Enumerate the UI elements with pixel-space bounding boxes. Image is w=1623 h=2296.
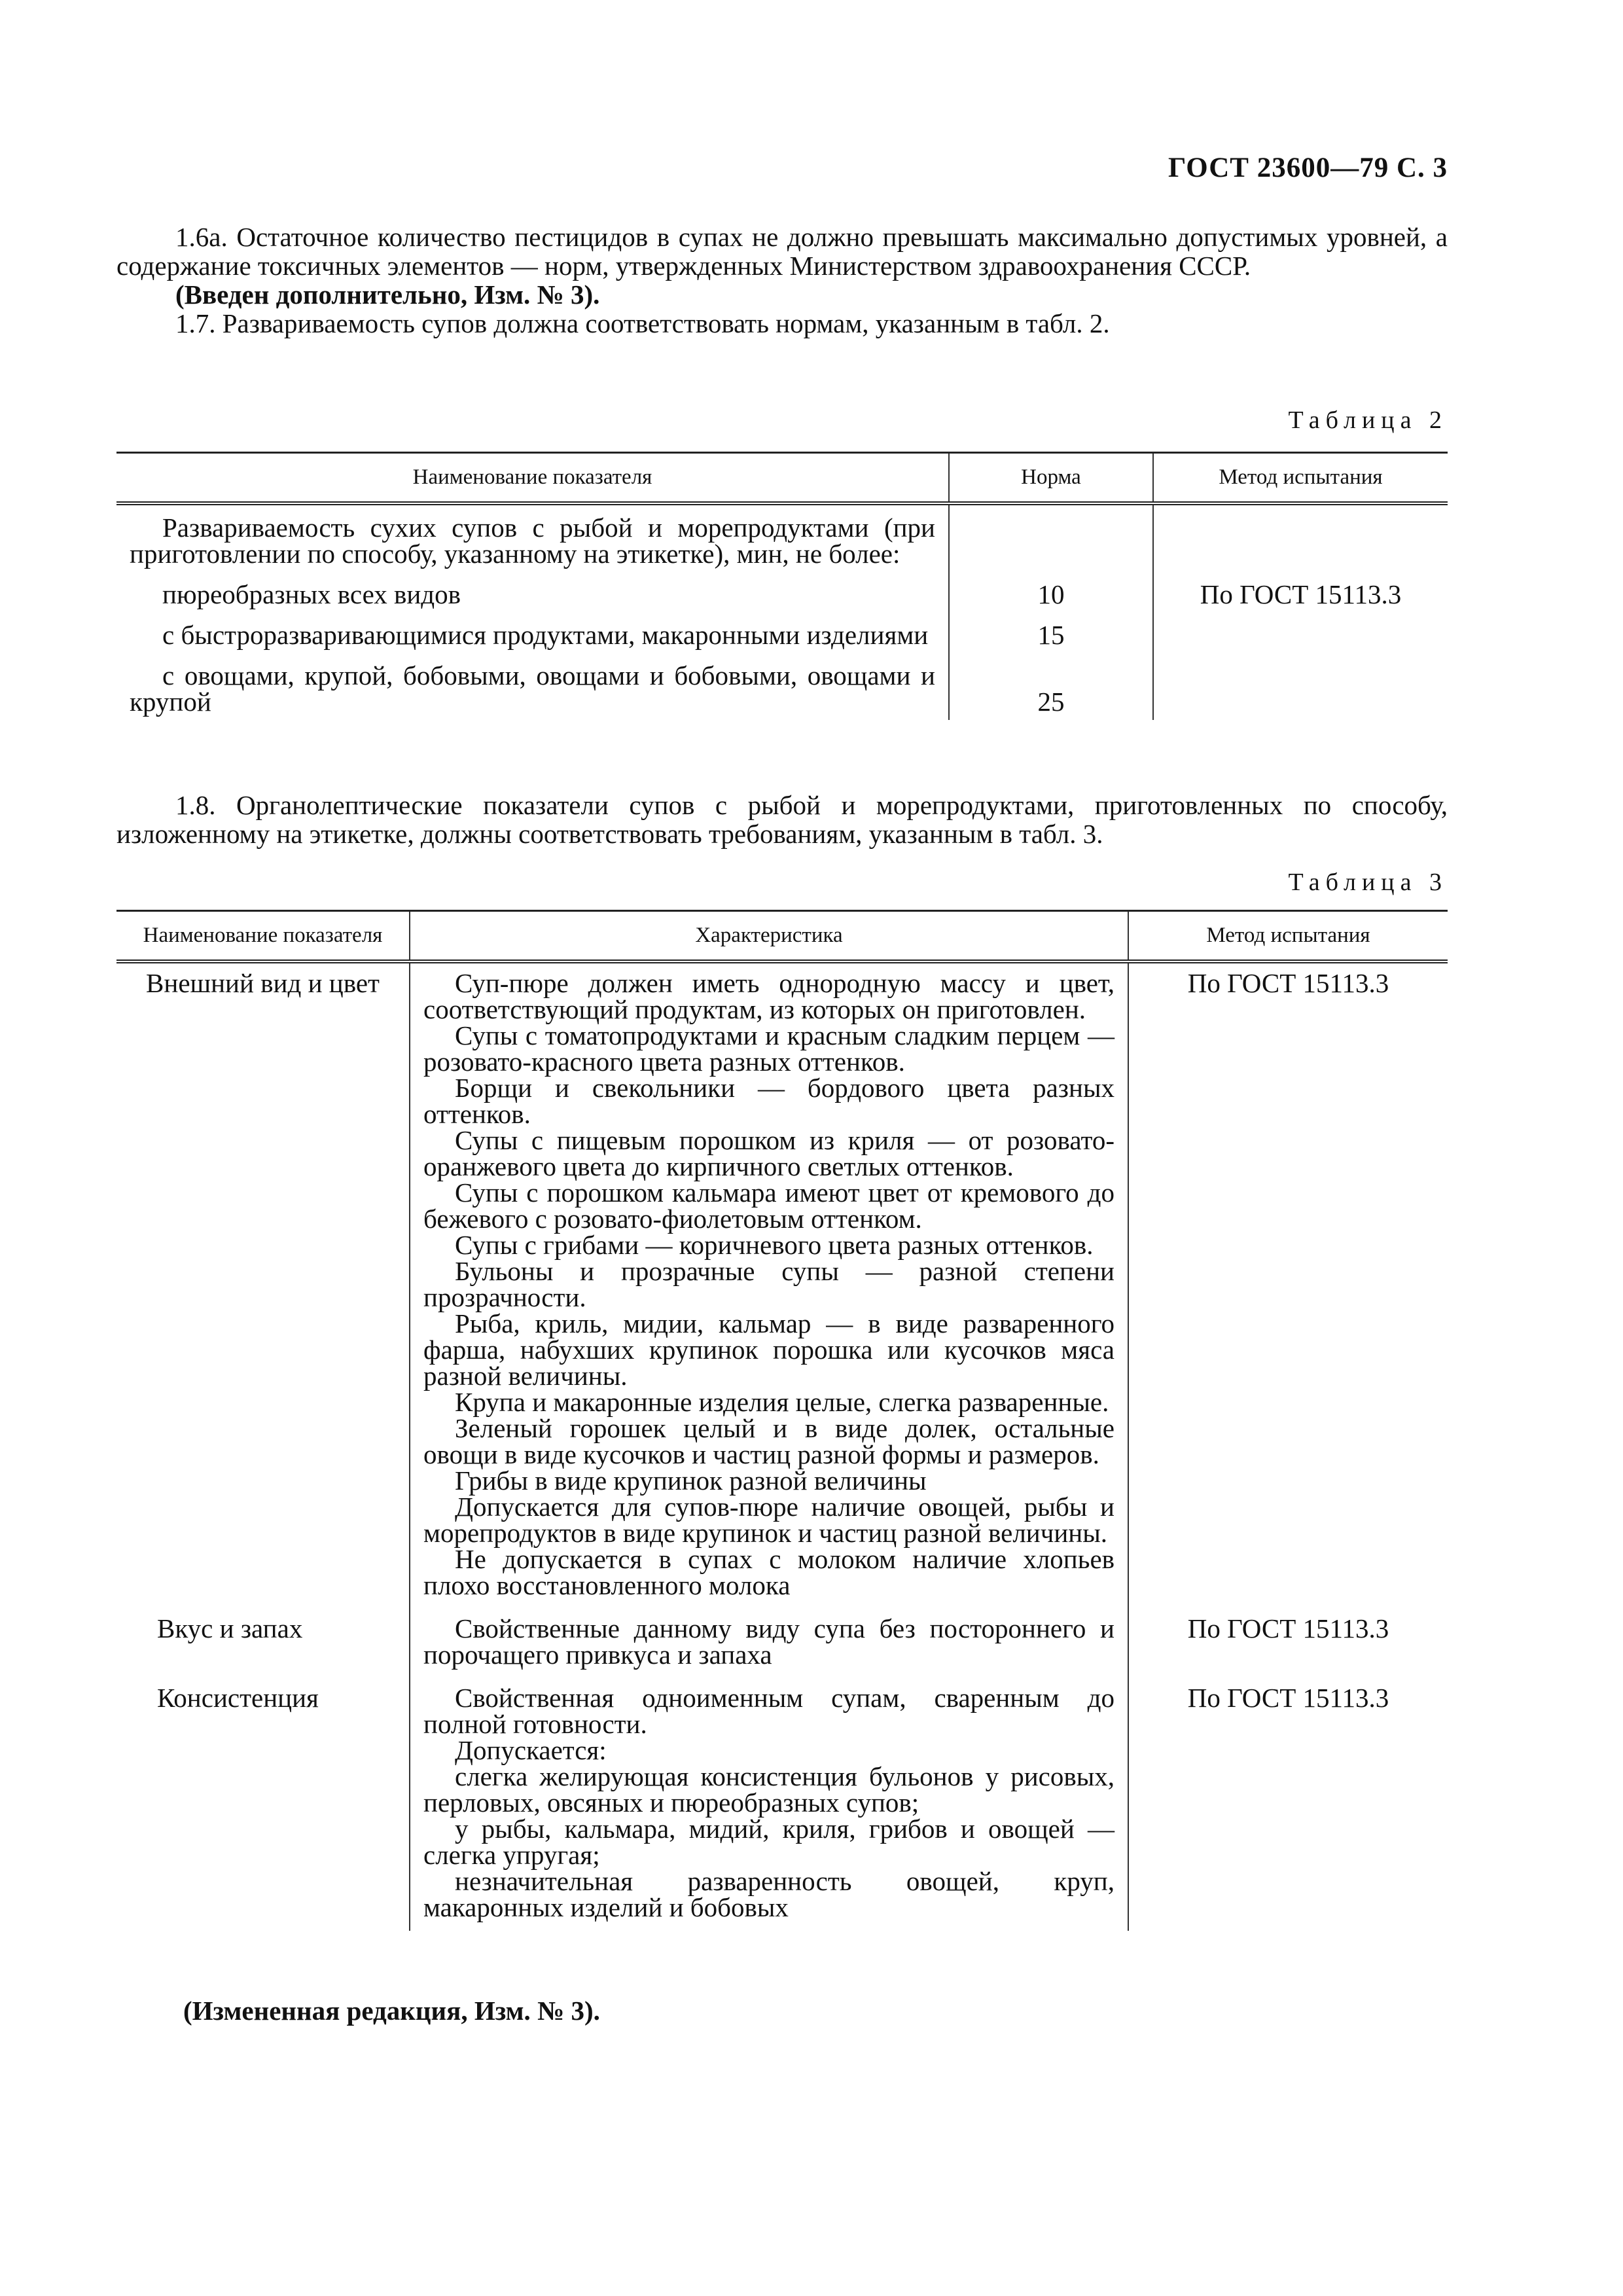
table-row xyxy=(116,653,1448,720)
characteristic-line: Допускается для супов-пюре наличие овощей, рыбы и морепродуктов в виде крупинок и частиц разной величины. xyxy=(423,1492,1115,1548)
characteristic-line: Суп-пюре должен иметь однородную массу и цвет, соответствующий продуктам, из которых он приготовлен. xyxy=(423,968,1115,1024)
characteristic-line: Зеленый горошек целый и в виде долек, остальные овощи в виде кусочков и частиц разной формы и размеров. xyxy=(423,1413,1115,1469)
table3-row-name: Внешний вид и цвет xyxy=(146,968,380,998)
table2-title: Таблица 2 xyxy=(1288,406,1448,434)
section-1-6a-text: 1.6а. Остаточное количество пестицидов в супах не должно превышать максимально допустимых уровней, а содержание токсичных элементов — норм, утвержденных Министерством здравоохранения СССР. xyxy=(116,222,1448,281)
table2-header-method: Метод испытания xyxy=(1153,453,1448,504)
characteristic-line: Крупа и макаронные изделия целые, слегка разваренные. xyxy=(455,1387,1109,1417)
table3-row-name: Консистенция xyxy=(157,1683,319,1713)
characteristic-line: Супы с томатопродуктами и красным сладким перцем — розовато-красного цвета разных оттенков. xyxy=(423,1020,1115,1077)
characteristic-line: Борщи и свекольники — бордового цвета разных оттенков. xyxy=(423,1073,1115,1129)
table2-header-name: Наименование показателя xyxy=(116,453,949,504)
table-row xyxy=(116,1609,1448,1678)
table3-header-characteristic: Характеристика xyxy=(410,911,1128,962)
table3-row-characteristic xyxy=(410,1609,1128,1678)
footer-note: (Измененная редакция, Изм. № 3). xyxy=(183,1996,600,2026)
table2-row-norm: 25 xyxy=(949,653,1153,720)
characteristic-line: Свойственная одноименным супам, сваренным до полной готовности. xyxy=(423,1683,1115,1739)
table2-header-norm: Норма xyxy=(949,453,1153,504)
table2-row-name: с овощами, крупой, бобовыми, овощами и бобовыми, овощами и крупой xyxy=(130,660,935,717)
table3-header-name: Наименование показателя xyxy=(116,911,410,962)
table-row xyxy=(116,613,1448,653)
table2 xyxy=(116,452,1448,720)
table3-header-method: Метод испытания xyxy=(1128,911,1448,962)
table2-row-method xyxy=(1153,653,1448,720)
table2-row-method xyxy=(1153,613,1448,653)
table2-row-norm: 15 xyxy=(949,613,1153,653)
table3-row-characteristic xyxy=(410,961,1128,1609)
section-1-6a-note: (Введен дополнительно, Изм. № 3). xyxy=(175,279,600,310)
table3 xyxy=(116,910,1448,1931)
characteristic-line: Супы с пищевым порошком из криля — от розовато-оранжевого цвета до кирпичного светлых оттенков. xyxy=(423,1125,1115,1181)
section-1-6a xyxy=(116,223,1448,338)
characteristic-line: Не допускается в супах с молоком наличие хлопьев плохо восстановленного молока xyxy=(423,1544,1115,1600)
table2-intro-row xyxy=(116,503,1448,572)
table3-row-method: По ГОСТ 15113.3 xyxy=(1128,1678,1448,1931)
section-1-8 xyxy=(116,791,1448,848)
characteristic-line: Допускается: xyxy=(455,1735,607,1765)
characteristic-line: Свойственные данному виду супа без постороннего и порочащего привкуса и запаха xyxy=(423,1613,1115,1670)
table2-intro: Развариваемость сухих супов с рыбой и морепродуктами (при приготовлении по способу, указанному на этикетке), мин, не более: xyxy=(130,512,935,569)
characteristic-line: Рыба, криль, мидии, кальмар — в виде разваренного фарша, набухших крупинок порошка или кусочков мяса разной величины. xyxy=(423,1308,1115,1391)
table2-row-method: По ГОСТ 15113.3 xyxy=(1153,572,1448,613)
characteristic-line: Грибы в виде крупинок разной величины xyxy=(455,1465,927,1496)
table-row xyxy=(116,1678,1448,1931)
section-1-7-text: 1.7. Развариваемость супов должна соответствовать нормам, указанным в табл. 2. xyxy=(175,308,1110,338)
table2-row-name: с быстроразваривающимися продуктами, макаронными изделиями xyxy=(162,620,929,650)
table3-row-name: Вкус и запах xyxy=(157,1613,303,1643)
table3-row-characteristic xyxy=(410,1678,1128,1931)
table3-header-row xyxy=(116,911,1448,962)
table2-header-row xyxy=(116,453,1448,504)
table-row xyxy=(116,572,1448,613)
table2-row-norm: 10 xyxy=(949,572,1153,613)
page-header-title: ГОСТ 23600—79 С. 3 xyxy=(1168,152,1448,183)
table2-row-name: пюреобразных всех видов xyxy=(162,579,461,609)
characteristic-line: Супы с порошком кальмара имеют цвет от кремового до бежевого с розовато-фиолетовым оттенком. xyxy=(423,1177,1115,1234)
characteristic-line: Супы с грибами — коричневого цвета разных оттенков. xyxy=(455,1230,1094,1260)
table3-title: Таблица 3 xyxy=(1288,869,1448,896)
table3-row-method: По ГОСТ 15113.3 xyxy=(1128,1609,1448,1678)
characteristic-line: слегка желирующая консистенция бульонов у рисовых, перловых, овсяных и пюреобразных супов; xyxy=(423,1761,1115,1818)
characteristic-line: незначительная разваренность овощей, круп, макаронных изделий и бобовых xyxy=(423,1866,1115,1922)
table3-row-method: По ГОСТ 15113.3 xyxy=(1128,961,1448,1609)
table-row xyxy=(116,961,1448,1609)
characteristic-line: у рыбы, кальмара, мидий, криля, грибов и овощей — слегка упругая; xyxy=(423,1814,1115,1870)
section-1-8-text: 1.8. Органолептические показатели супов с рыбой и морепродуктами, приготовленных по способу, изложенному на этикетке, должны соответствовать требованиям, указанным в табл. 3. xyxy=(116,790,1448,849)
characteristic-line: Бульоны и прозрачные супы — разной степени прозрачности. xyxy=(423,1256,1115,1312)
